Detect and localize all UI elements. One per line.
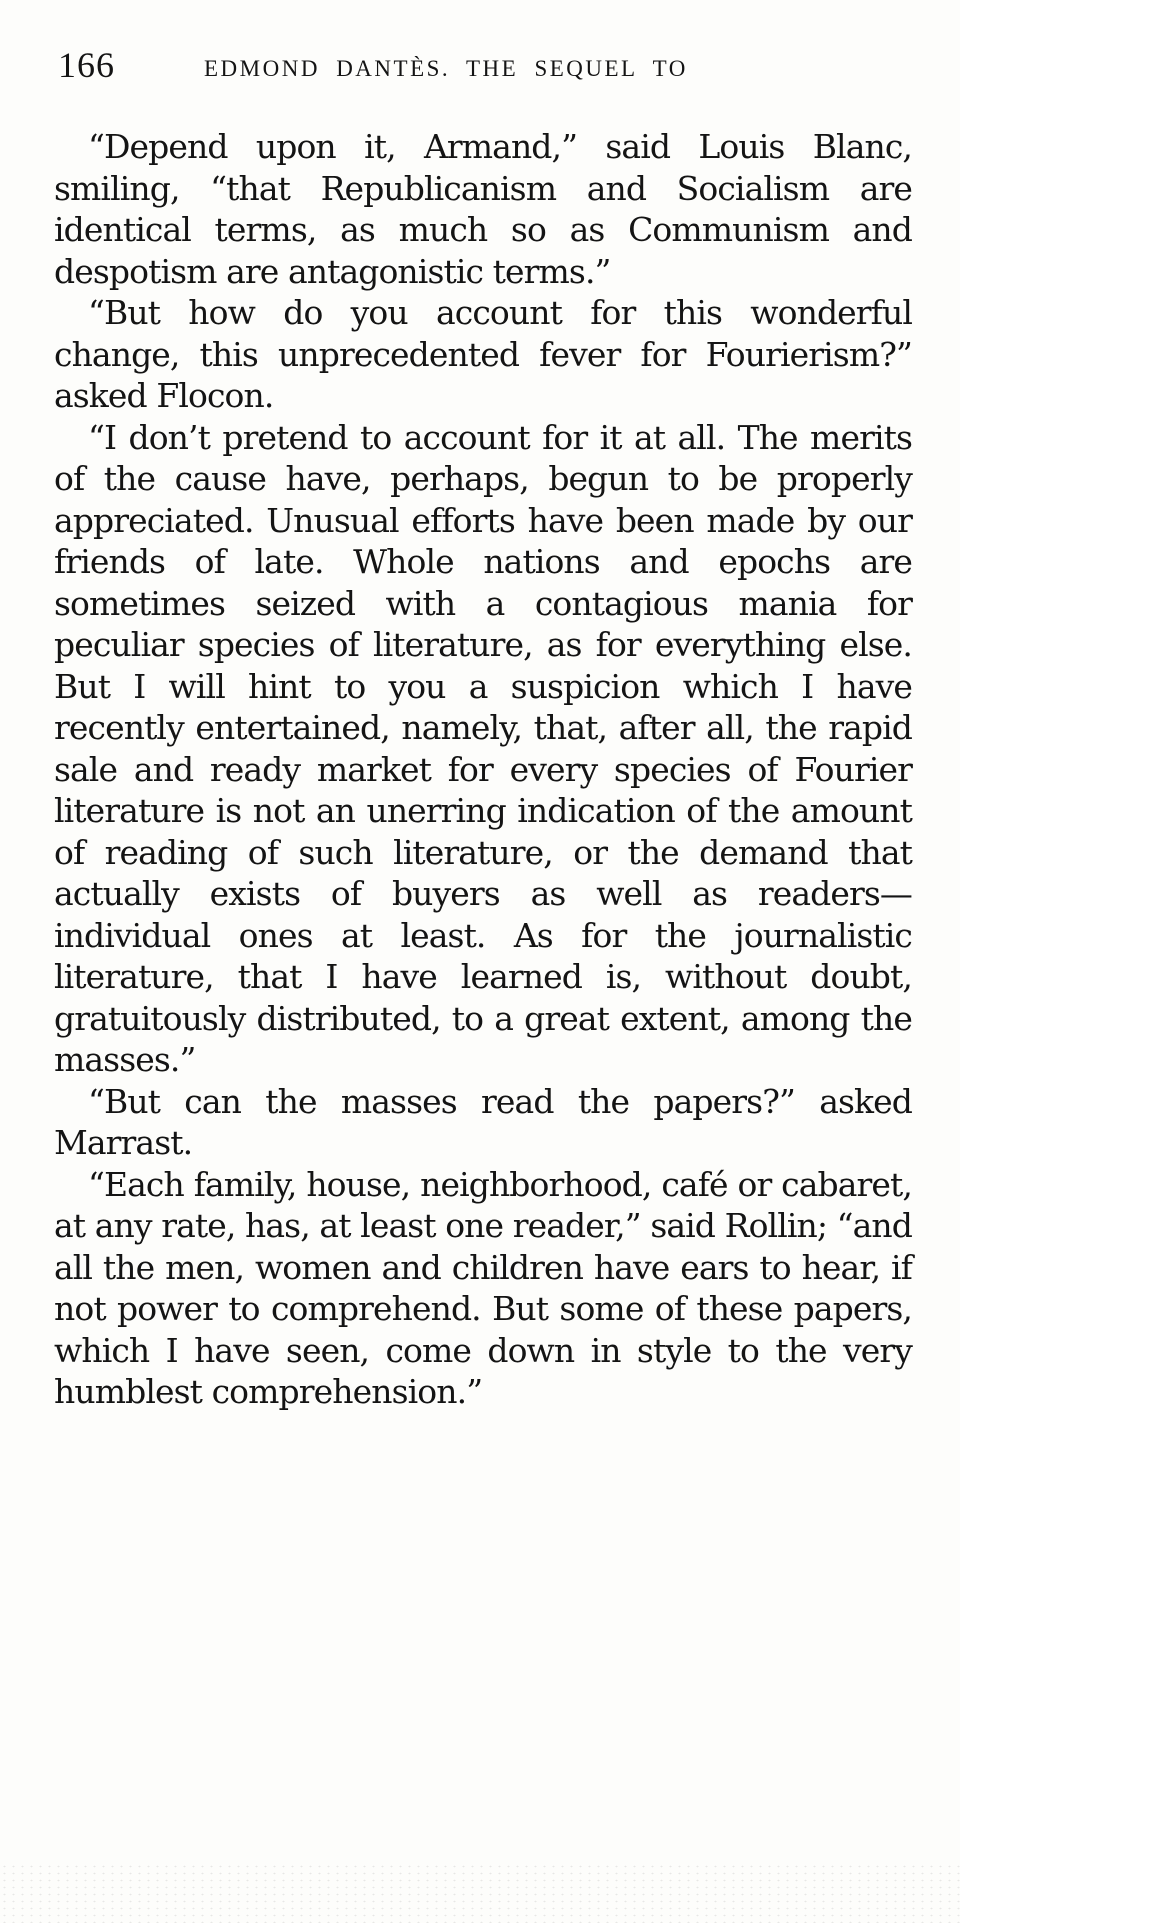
running-head [58,44,900,84]
paragraph-rollin: “Each family, house, neighborhood, café or cabaret, at any rate, has, at least one reader,” said Rollin; “and all the men, women and children have ears to hear, if not power to comprehend. But some of these papers, which I have seen, come down in style to the very humblest comprehension.” [54,1164,912,1411]
body-text [54,126,912,1413]
paragraph-reply: “I don’t pretend to account for it at all. The merits of the cause have, perhaps, begun to be properly appreciated. Unusual efforts have been made by our friends of late. Whole nations and epochs are sometimes seized with a contagious mania for peculiar species of literature, as for everything else. But I will hint to you a suspicion which I have recently entertained, namely, that, after all, the rapid sale and ready market for every species of Fourier literature is not an unerring indication of the amount of reading of such literature, or the demand that actually exists of buyers as well as readers—individual ones at least. As for the journalistic literature, that I have learned is, without doubt, gratuitously distributed, to a great extent, among the masses.” [54,417,912,1079]
page-number: 166 [58,45,115,85]
paper-speckle [0,1863,960,1923]
paragraph-marrast: “But can the masses read the papers?” asked Marrast. [54,1081,912,1162]
running-title: EDMOND DANTÈS. THE SEQUEL TO [204,56,688,81]
paragraph-flocon: “But how do you account for this wonderful change, this unprecedented fever for Fourierism?” asked Flocon. [54,293,912,415]
paragraph-louis-blanc: “Depend upon it, Armand,” said Louis Blanc, smiling, “that Republicanism and Socialism are identical terms, as much so as Communism and despotism are antagonistic terms.” [54,127,912,291]
